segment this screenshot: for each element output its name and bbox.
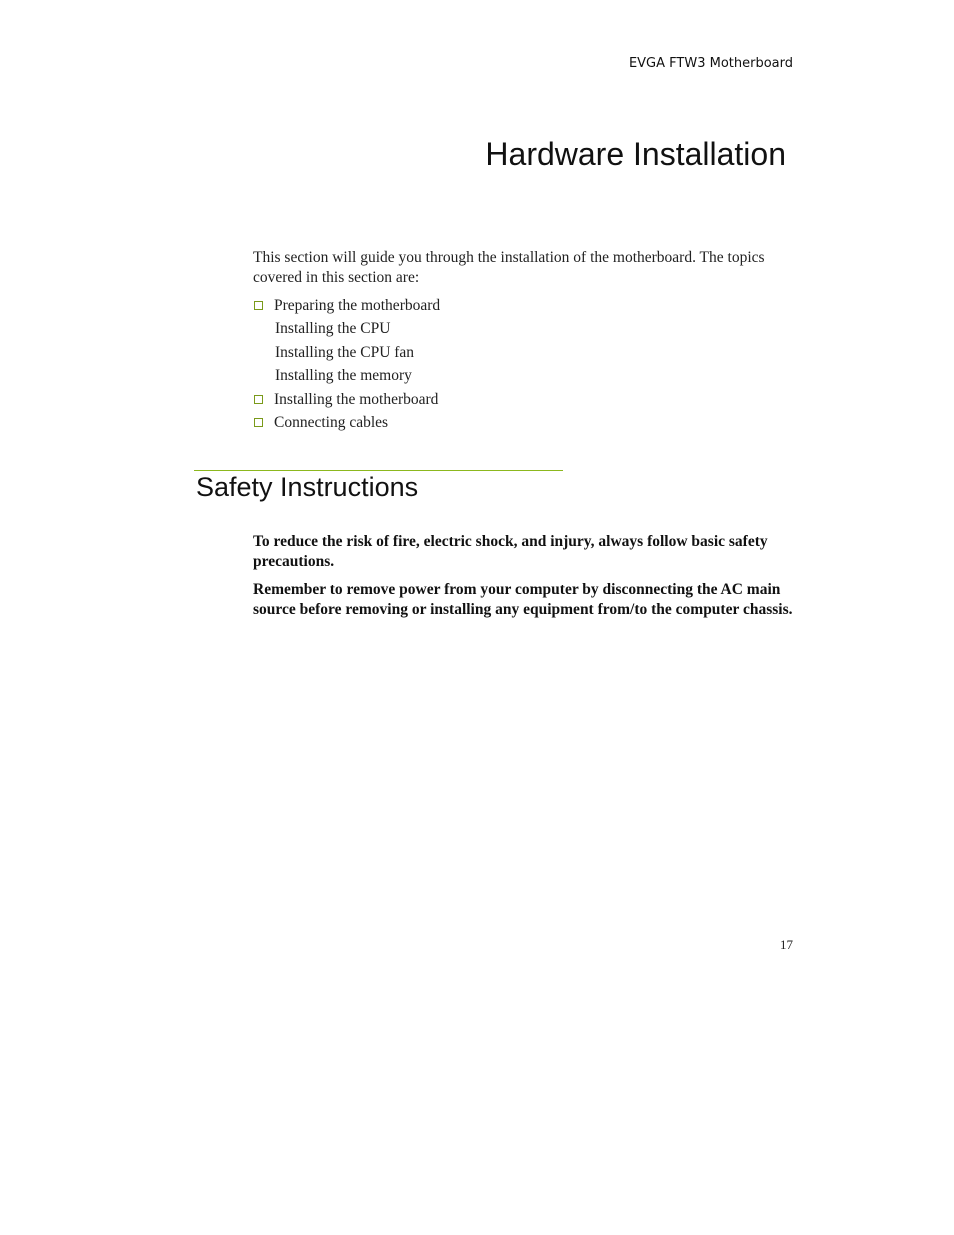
safety-warning-2: Remember to remove power from your computer by disconnecting the AC main source before removing or installing any equipment from/to the computer chassis. (253, 581, 793, 618)
checkbox-bullet-icon (254, 395, 263, 404)
topic-item-connecting-cables (253, 413, 440, 436)
intro-paragraph: This section will guide you through the installation of the motherboard. The topics covered in this section are: (253, 249, 765, 286)
section-title: Safety Instructions (196, 472, 419, 502)
topic-item-installing-memory (253, 366, 440, 389)
topic-item-installing-motherboard (253, 390, 440, 413)
section-divider (194, 470, 563, 471)
safety-warning-1: To reduce the risk of fire, electric shock, and injury, always follow basic safety precautions. (253, 533, 768, 570)
checkbox-bullet-icon (254, 418, 263, 427)
page-number: 17 (780, 937, 793, 952)
topic-label: Preparing the motherboard (274, 297, 441, 314)
topic-list (253, 296, 440, 436)
topic-item-installing-cpu-fan (253, 343, 440, 366)
topic-label: Installing the CPU fan (275, 343, 415, 361)
topic-item-preparing-motherboard (253, 296, 440, 319)
checkbox-bullet-icon (254, 301, 263, 310)
topic-item-installing-cpu (253, 319, 440, 342)
chapter-title: Hardware Installation (485, 136, 786, 172)
topic-label: Installing the memory (275, 367, 412, 385)
topic-label: Installing the CPU (275, 320, 391, 338)
running-header: EVGA FTW3 Motherboard (628, 56, 793, 71)
topic-label: Installing the motherboard (274, 390, 439, 408)
topic-label: Connecting cables (274, 413, 389, 431)
